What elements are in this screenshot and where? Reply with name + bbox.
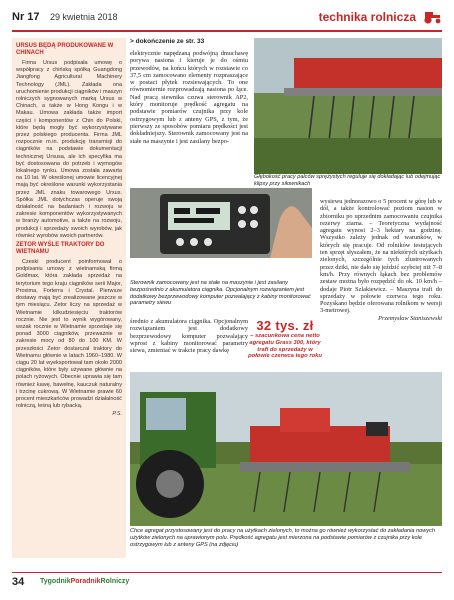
- news-sidebar: [12, 38, 126, 558]
- publication-name: [40, 578, 129, 585]
- page-header: [12, 8, 442, 30]
- article-column-c-text: wysiewu jednorazowo o 5 procent w górę lub w dół, a także kontrolować poziom nasion w zbiorniku po uprzednim zamocowaniu czujnika rezerwy ziarna. – Teoretyczna wydajność agregatu wynosi 2–3 hektary na godzinę. Wszystko zależy jednak od warunków, w których się pracuje. Od rolników testujących ten sprzęt słyszałem, że na niektórych użytkach zielonych, szczególnie tych zlustrowanych przez dziki, nie dało się jeździć szybciej niż 7–8 km/h. Przy równych łąkach bez problemów zestaw można było rozpędzić do ok. 10 km/h – dodaje Piotr Szlakiewicz. – Maszyna trafi do sprzedaży w połowie czerwca tego roku. Pozyskano będzie oferowana rolnikom w wersji 3-metrowej.: [320, 198, 442, 315]
- sidebar-signature: P.S.: [112, 411, 122, 418]
- photo-seeder-fingers: [254, 38, 442, 174]
- price-highlight: [248, 318, 322, 360]
- price-value: 32 tys. zł: [256, 318, 314, 333]
- price-description: – szacunkowa cena netto agregatu Grass 300, który trafi do sprzedaży w połowie czerwca tego roku: [248, 333, 322, 360]
- continued-note: > dokończenie ze str. 33: [130, 38, 205, 45]
- section-title: technika rolnicza: [318, 10, 416, 24]
- page-number: 34: [12, 576, 25, 588]
- photo-controller-hand: [130, 188, 312, 258]
- author-signature: Przemysław Staniszewski: [378, 314, 442, 322]
- issue-date: 29 kwietnia 2018: [50, 12, 118, 22]
- publication-name-a: Tygodnik: [40, 578, 71, 585]
- article-column-a: elektrycznie napędzaną podwójną dmuchawę porywa nasiona i kieruje je do ośmiu przewodów, na końcu których w rozstawie co 37,5 cm zamocowano elementy rozpraszające w postaci płytek rozsiewających. To one równomiernie rozprowadzają nasiona po łące. Nad pracą siewnika czuwa sterownik AP2, który monitoruje prędkość agregatu na podstawie pomiarów czujnika przy kole ostrzygowym lub z anteny GPS, z tym, że pierwszy ze sposobów pomiaru prędkości jest dokładniejszy. Sterownik zamocowany jest na stałe na maszynie i jest zasilany bezpo-: [130, 50, 248, 145]
- article-column-b: średnio z akumulatora ciągnika. Opcjonalnym rozwiązaniem jest dodatkowy bezprzewodowy komputer pozwalający wprost z kabiny monitorować parametry siewu, zmieniać w trakcie pracy dawkę: [130, 318, 248, 355]
- photo3-caption: Chce agregat przystosowany jest do pracy na użytkach zielonych, to można go również wykorzystać do zakładania nowych użytków zielonych na uprawionym polu. Prędkość agregatu jest mierzona na podstawie pomiarów z czujnika przy kole ostrzygowym lub z anteny GPS (na zdjęciu): [130, 528, 436, 548]
- tractor-icon: [420, 10, 442, 24]
- article-column-c: [320, 198, 442, 322]
- sidebar-text-zetor: Czeski producent poinformował o podpisaniu umowy z wietnamską firmą Goldmax, która zakłada sprzedaż na terytorium tego kraju ciągników serii Major, Proxima, Forterra i Crystal. Pierwsze dostawy mają być zrealizowane jeszcze w tym miesiącu. Zetor liczy na sprzedaż w Wietnamie kilkudziesięciu traktorów rocznie. Nie jest to wynik wygórowany, wszak rocznie w Wietnamie sprzedaje się ponad 3000 ciągników, przeważnie w zakresie mocy od 80 do 100 KM. W przeszłości Zetor dostarczał traktory do Wietnamu głównie w latach 1960–1980. W ciągu 20 lat wyeksportował tam około 2000 ciągników, które były używane głównie na polach ryżowych. Obecnie uprawia się tam również kawę, bawełnę, kauczuk naturalny i trzcinę cukrową. W Wietnamie prawie 60 procent mieszkańców prowadzi działalność rolniczą, leśną lub rybacką.: [16, 259, 122, 410]
- sidebar-heading-ursus: URSUS BĘDĄ PRODUKOWANE W CHINACH: [16, 43, 114, 56]
- photo1-caption: Głębokość pracy palców sprężystych reguluje się dokładając lub odejmując klipsy przy siłownikach: [254, 174, 441, 187]
- footer-rule: [12, 572, 442, 573]
- header-rule: [12, 30, 442, 32]
- photo-tractor-seeder: [130, 372, 442, 526]
- issue-number: Nr 17: [12, 11, 40, 23]
- sidebar-heading-zetor: ZETOR WYŚLE TRAKTORY DO WIETNAMU: [16, 242, 105, 256]
- publication-name-b: Poradnik: [70, 578, 101, 585]
- sidebar-text-ursus: Firma Ursus podpisała umowę o współpracy z chińską spółką Guangdong Jiangfong Agricultural Machinery Technology (JML). Zakłada ona uruchomienie produkcji ciągników i maszyn rolniczych sygnowanych marką Ursus w Chinach, a także w Hong Kongu i w Makau. Umowa zakłada także import części i komponentów z Chin do Polski, które będą mogły być wykorzystywane przez polskiego producenta. Firma JML rozpocznie m.in. produkcję transmisji do ciągników na podstawie dokumentacji technicznej Ursusa, ale ich specyfika ma być dostosowana do potrzeb i wymogów lokalnego rynku. Umowa została zawarta na 10 lat. W określonej umowie licencyjnej mają być określone warunki wykorzystania przez JML znaku towarowego Ursus. Spółka JML dotychczas operuje swoją działalność na badaniach i rozwoju w zakresie komponentów wykorzystywanych w branży automotive, a także na rozwoju, produkcji i sprzedaży swoich wyrobów, jak również wyrobów swoich partnerów.: [16, 60, 122, 239]
- publication-name-c: Rolniczy: [100, 578, 130, 585]
- photo2-caption: Sterownik zamocowany jest na stałe na maszynie i jest zasilany bezpośrednio z akumulatora ciągnika. Opcjonalnym rozwiązaniem jest dodatkowy bezprzewodowy komputer pozwalający z kabiny monitorować parametry siewu: [130, 280, 311, 307]
